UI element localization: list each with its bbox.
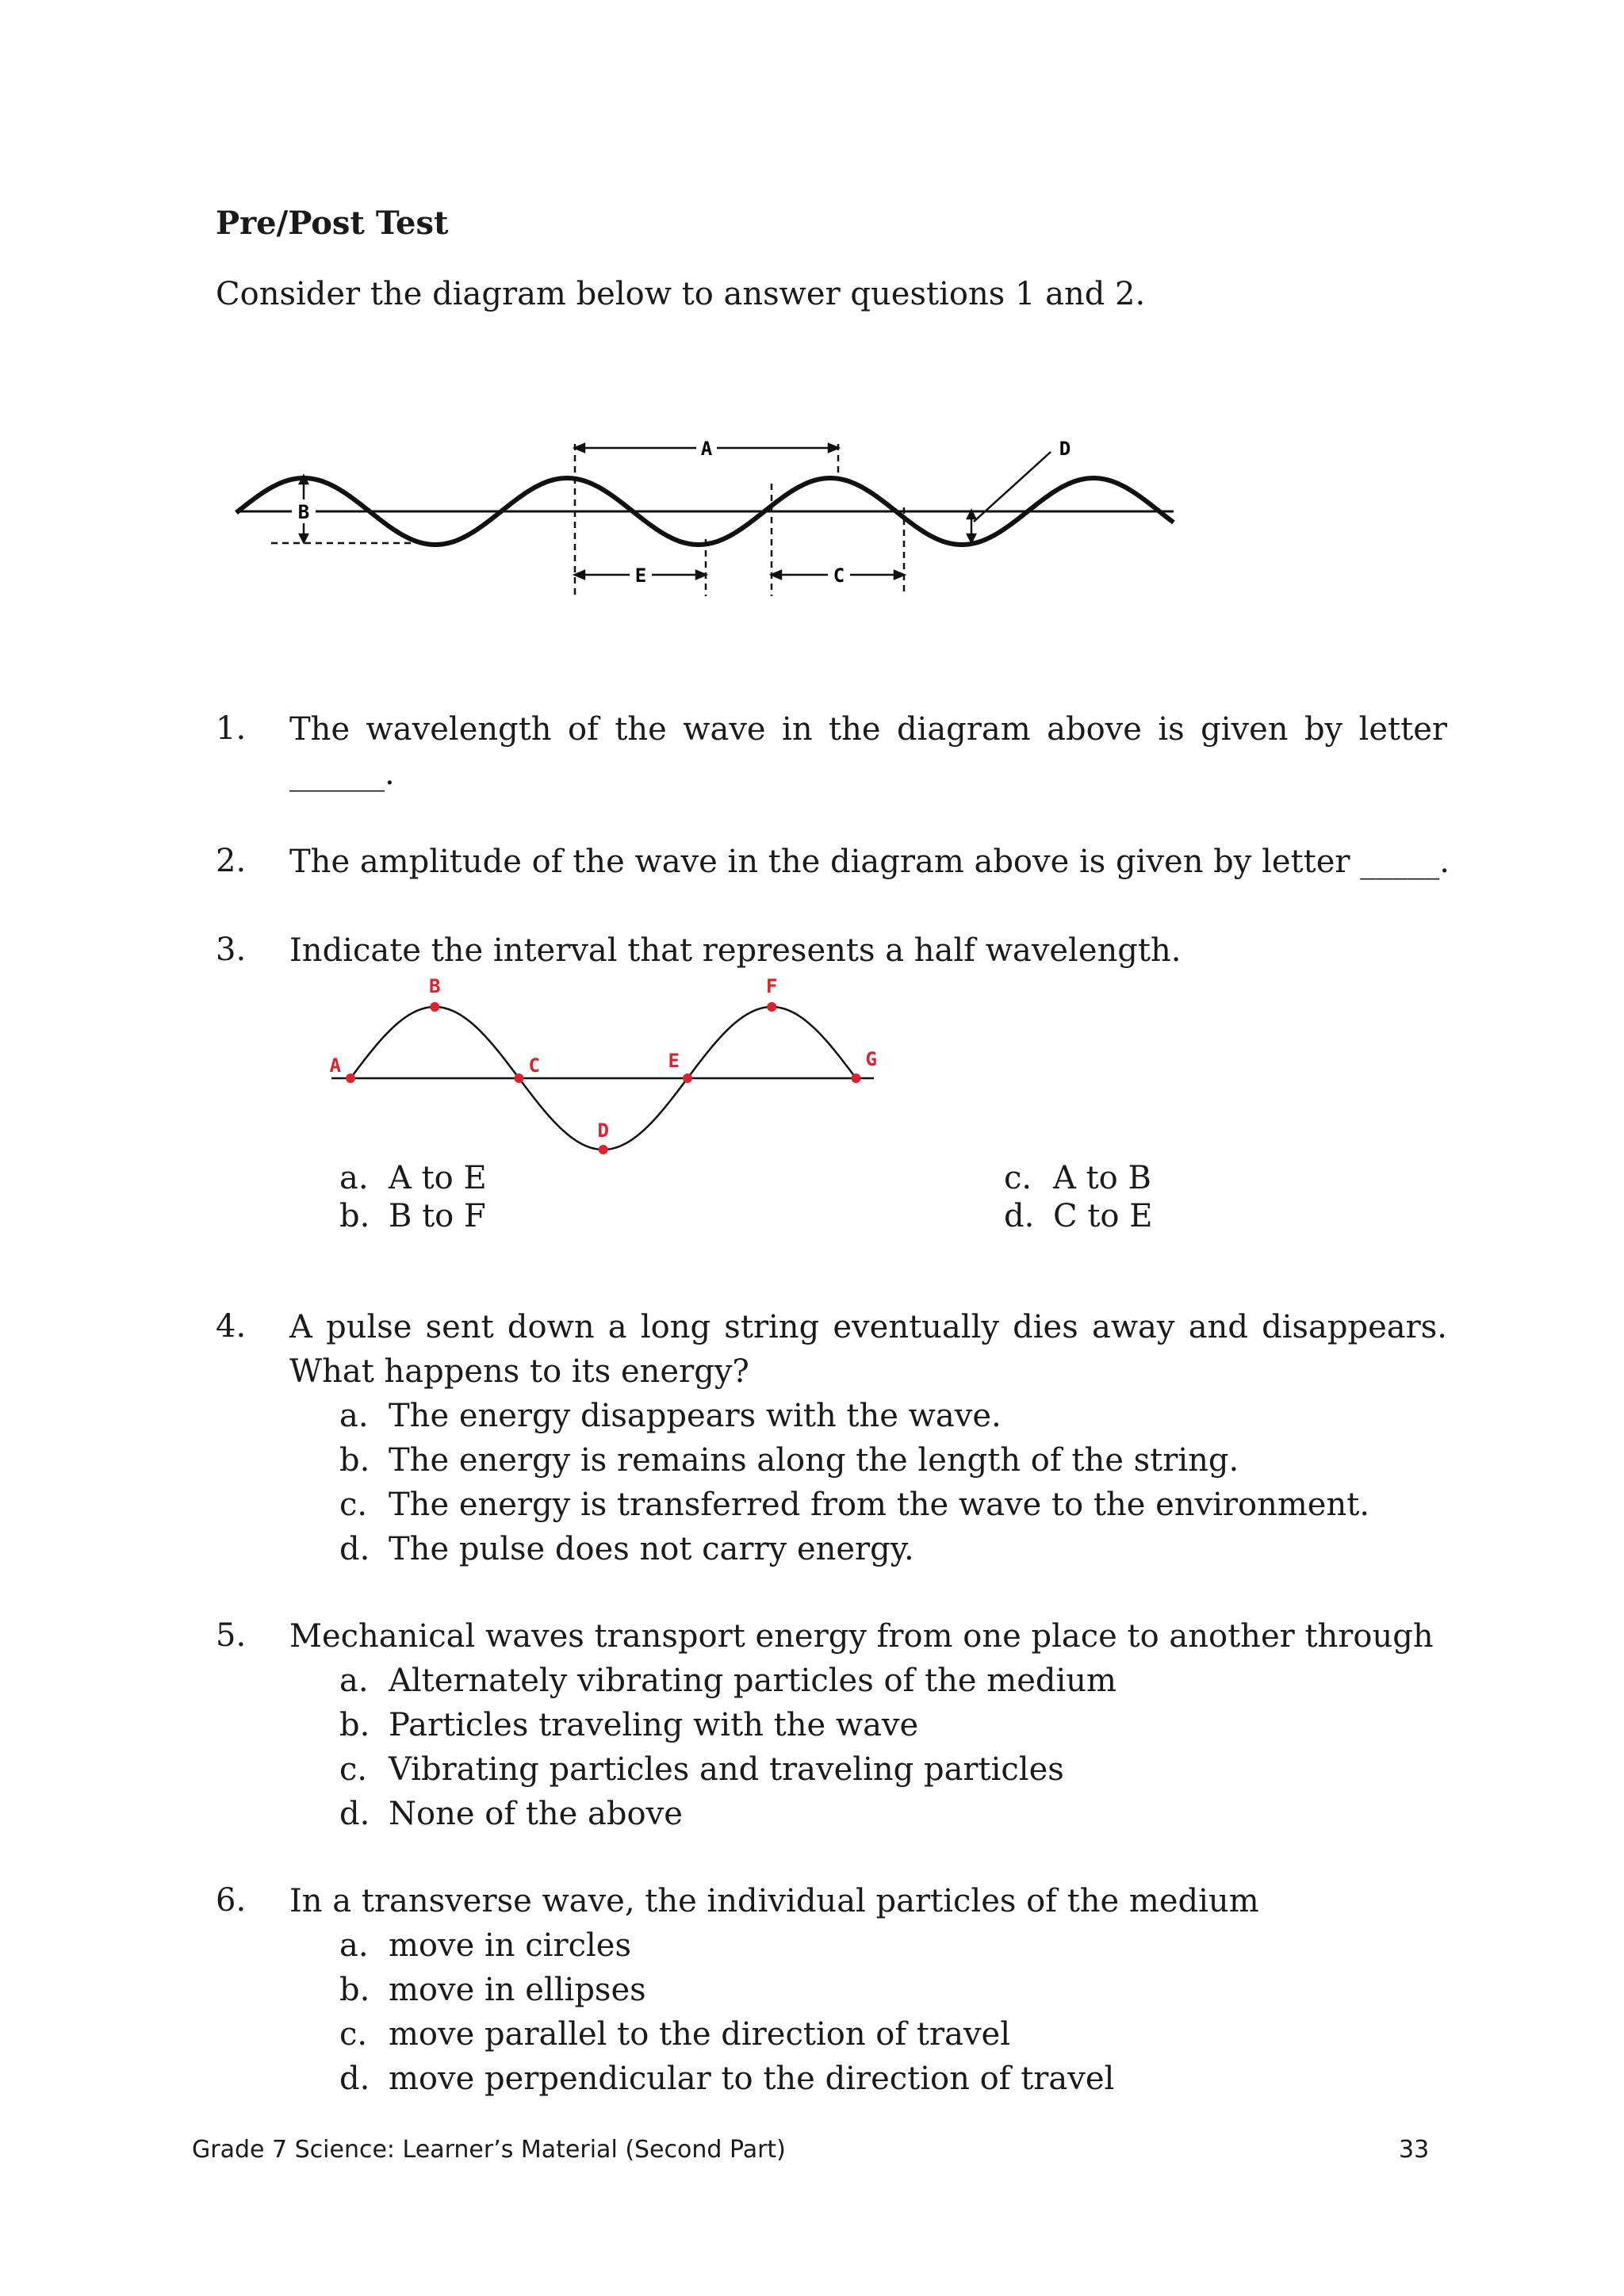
question-4-number: 4. [216,1308,247,1345]
option-text: The pulse does not carry energy. [389,1531,914,1567]
option-letter: d. [339,1796,370,1832]
option-text: move parallel to the direction of travel [389,2016,1011,2053]
question-3-option-d[interactable] [1004,1194,1152,1238]
question-3-option-b[interactable] [339,1194,486,1238]
wave2-point-c [515,1073,524,1083]
wave2-label-e: E [668,1050,680,1072]
option-text: A to B [1053,1160,1151,1196]
question-6-number: 6. [216,1882,247,1919]
option-letter: b. [339,1707,370,1743]
option-letter: a. [339,1927,369,1964]
option-text: A to E [389,1160,487,1196]
page-number: 33 [1399,2136,1430,2164]
option-text: C to E [1053,1198,1153,1234]
wave2-label-d: D [597,1119,609,1142]
question-3-text: Indicate the interval that represents a half wavelength. [289,932,1182,969]
option-text: B to F [389,1198,486,1234]
wave1-label-c: C [833,564,845,587]
question-5-text: Mechanical waves transport energy from one place to another through [289,1618,1434,1655]
question-6-option-d[interactable] [339,2057,1114,2101]
question-6-option-b[interactable] [339,1968,1114,2012]
wave2-point-g [852,1073,861,1083]
option-text: Vibrating particles and traveling particles [389,1751,1064,1788]
option-text: The energy disappears with the wave. [389,1398,1002,1434]
question-1-text: The wavelength of the wave in the diagram above is given by letter [289,711,1447,748]
question-5-options [339,1659,1116,1836]
wave-diagram-2 [325,971,896,1169]
option-letter: a. [339,1663,369,1699]
wave2-point-d [599,1145,608,1154]
wave2-label-a: A [329,1054,341,1077]
wave1-label-d: D [1059,438,1071,460]
option-text: move in ellipses [389,1972,646,2008]
option-text: Particles traveling with the wave [389,1707,919,1743]
question-4-option-b[interactable] [339,1438,1369,1483]
question-5-option-b[interactable] [339,1703,1116,1747]
question-6-text: In a transverse wave, the individual particles of the medium [289,1883,1259,1919]
page-title: Pre/Post Test [216,205,449,242]
option-letter: c. [339,1751,368,1788]
wave2-label-g: G [865,1048,877,1070]
intro-text: Consider the diagram below to answer questions 1 and 2. [216,276,1146,312]
option-letter: a. [339,1160,369,1196]
question-4-text-cont: What happens to its energy? [289,1353,749,1390]
wave2-label-f: F [766,975,778,997]
question-5-number: 5. [216,1617,247,1654]
option-text: move in circles [389,1927,631,1964]
question-4-option-d[interactable] [339,1527,1369,1571]
option-letter: c. [339,1487,368,1523]
option-letter: d. [339,1531,370,1567]
option-letter: b. [339,1972,370,2008]
question-5-option-a[interactable] [339,1659,1116,1703]
wave2-label-c: C [528,1054,540,1077]
question-2-number: 2. [216,843,247,879]
wave1-marker-d [967,452,1051,542]
option-letter: c. [339,2016,368,2053]
question-2-text: The amplitude of the wave in the diagram above is given by letter _____. [289,844,1450,880]
question-1-number: 1. [216,710,247,747]
wave2-point-a [346,1073,355,1083]
question-6-option-c[interactable] [339,2012,1114,2057]
wave2-label-b: B [429,975,441,997]
question-6-option-a[interactable] [339,1923,1114,1968]
wave2-point-f [767,1002,776,1012]
footer-source: Grade 7 Science: Learner’s Material (Second Part) [192,2136,786,2164]
question-4-option-c[interactable] [339,1483,1369,1527]
option-letter: c. [1004,1160,1032,1196]
wave2-point-e [683,1073,692,1083]
option-letter: b. [339,1198,370,1234]
question-1-blank: ______. [289,756,395,792]
option-text: move perpendicular to the direction of travel [389,2061,1115,2097]
option-letter: a. [339,1398,369,1434]
question-4-option-a[interactable] [339,1394,1369,1438]
question-6-options [339,1923,1114,2101]
question-4-options [339,1394,1369,1571]
wave1-label-b: B [297,501,310,523]
option-text: The energy is remains along the length of the string. [389,1442,1239,1479]
wave2-point-b [430,1002,439,1012]
option-text: None of the above [389,1796,683,1832]
option-letter: d. [339,2061,370,2097]
option-letter: d. [1004,1198,1035,1234]
option-text: The energy is transferred from the wave to the environment. [389,1487,1370,1523]
wave1-label-e: E [634,564,647,587]
wave-diagram-1 [222,420,1189,610]
question-3-number: 3. [216,932,247,968]
question-5-option-c[interactable] [339,1747,1116,1792]
option-text: Alternately vibrating particles of the medium [389,1663,1116,1699]
question-4-text: A pulse sent down a long string eventually dies away and disappears. [289,1309,1447,1345]
question-5-option-d[interactable] [339,1792,1116,1836]
wave1-label-a: A [700,438,713,460]
option-letter: b. [339,1442,370,1479]
